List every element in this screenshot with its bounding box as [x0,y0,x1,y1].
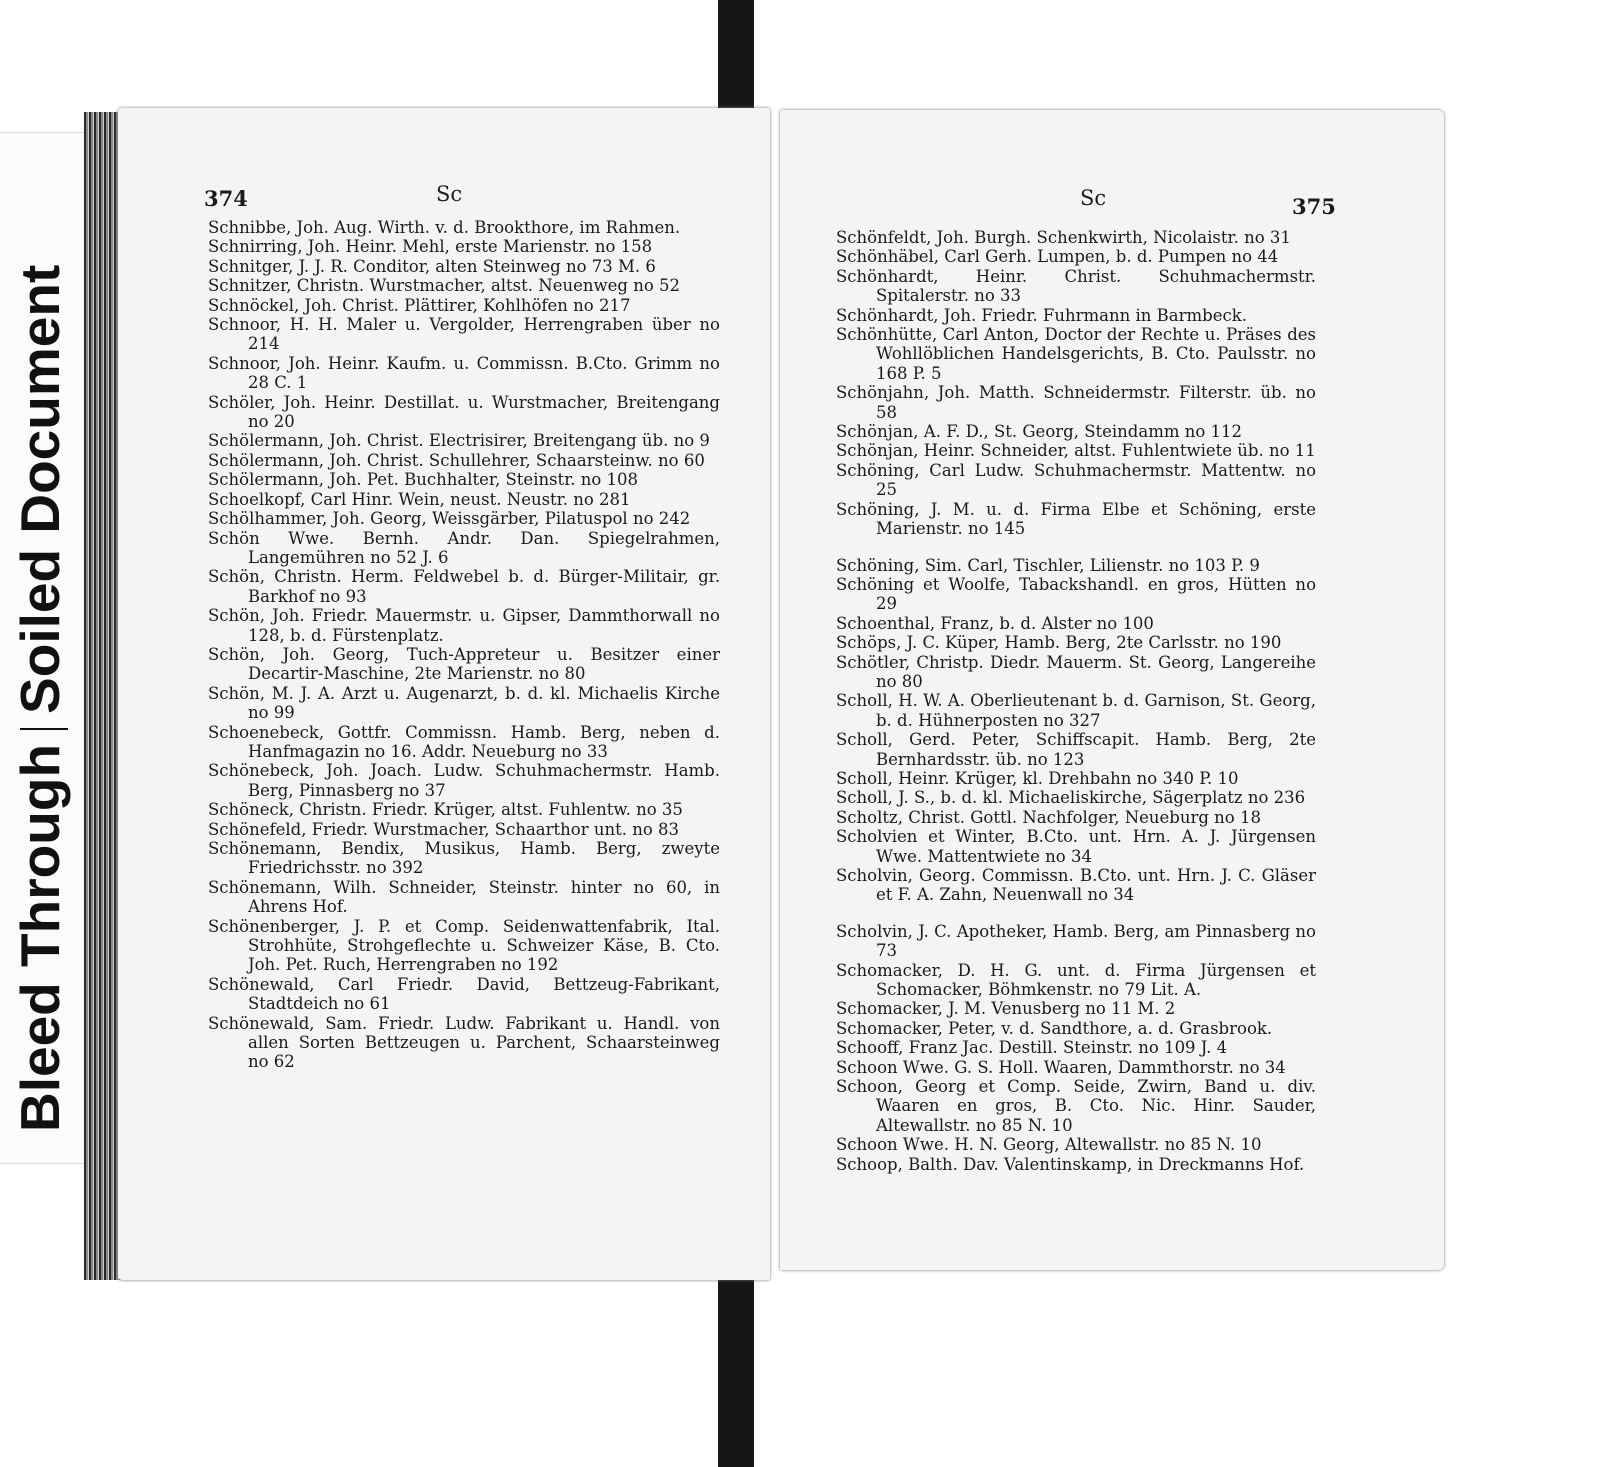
directory-entry: Schöning, J. M. u. d. Firma Elbe et Schöning, erste Marienstr. no 145 [836,499,1316,539]
directory-entry: Schölermann, Joh. Christ. Schullehrer, Schaarsteinw. no 60 [208,450,705,470]
directory-entry: Schönewald, Carl Friedr. David, Bettzeug-Fabrikant, Stadtdeich no 61 [208,974,720,1014]
directory-entry: Schönemann, Bendix, Musikus, Hamb. Berg, zweyte Friedrichsstr. no 392 [208,839,720,878]
directory-entry: Schomacker, J. M. Venusberg no 11 M. 2 [836,999,1176,1019]
directory-entry: Schön, Joh. Friedr. Mauermstr. u. Gipser, Dammthorwall no 128, b. d. Fürstenplatz. [208,606,720,645]
right-page [780,110,1444,1270]
right-page-number: 375 [1292,194,1336,219]
directory-entry: Schönhardt, Heinr. Christ. Schuhmachermstr. Spitalerstr. no 33 [836,266,1316,306]
directory-entry: Schöning, Carl Ludw. Schuhmachermstr. Mattentw. no 25 [836,460,1316,500]
directory-entry: Schötler, Christp. Diedr. Mauerm. St. Georg, Langereihe no 80 [836,652,1316,691]
directory-entry: Schoon Wwe. H. N. Georg, Altewallstr. no 85 N. 10 [836,1135,1262,1155]
directory-entry: Scholl, J. S., b. d. kl. Michaeliskirche, Sägerplatz no 236 [836,788,1306,808]
directory-entry: Schölermann, Joh. Christ. Electrisirer, Breitengang üb. no 9 [208,431,710,451]
directory-entry: Schnitger, J. J. R. Conditor, alten Steinweg no 73 M. 6 [208,256,656,276]
directory-entry: Schnöckel, Joh. Christ. Plättirer, Kohlhöfen no 217 [208,295,631,315]
left-page-number: 374 [204,186,248,211]
directory-entry: Schoon Wwe. G. S. Holl. Waaren, Dammthorstr. no 34 [836,1057,1286,1077]
directory-entry: Schönewald, Sam. Friedr. Ludw. Fabrikant u. Handl. von allen Sorten Bettzeugen u. Parchent, Schaarsteinweg no 62 [208,1013,720,1072]
directory-entry: Schönebeck, Joh. Joach. Ludw. Schuhmachermstr. Hamb. Berg, Pinnasberg no 37 [208,761,720,800]
directory-entry: Schnoor, Joh. Heinr. Kaufm. u. Commissn. B.Cto. Grimm no 28 C. 1 [208,353,720,393]
directory-entry: Schoenthal, Franz, b. d. Alster no 100 [836,613,1154,633]
directory-entry: Schnibbe, Joh. Aug. Wirth. v. d. Brookthore, im Rahmen. [208,218,681,237]
directory-entry: Scholl, Heinr. Krüger, kl. Drehbahn no 340 P. 10 [836,768,1239,788]
directory-entry: Schön, Christn. Herm. Feldwebel b. d. Bürger-Militair, gr. Barkhof no 93 [208,567,720,606]
directory-entry: Scholvin, J. C. Apotheker, Hamb. Berg, am Pinnasberg no 73 [836,921,1316,961]
directory-entry: Schöps, J. C. Küper, Hamb. Berg, 2te Carlsstr. no 190 [836,633,1282,653]
directory-entry: Schönenberger, J. P. et Comp. Seidenwattenfabrik, Ital. Strohhüte, Strohgeflechte u. Schweizer Käse, B. Cto. Joh. Pet. Ruch, Herrengraben no 192 [208,916,720,975]
directory-entry: Schnoor, H. H. Maler u. Vergolder, Herrengraben über no 214 [208,315,720,354]
right-running-head: Sc [1080,186,1107,210]
directory-entry: Schön, M. J. A. Arzt u. Augenarzt, b. d. kl. Michaelis Kirche no 99 [208,683,720,723]
directory-entry: Schönefeld, Friedr. Wurstmacher, Schaarthor unt. no 83 [208,819,680,839]
directory-entry: Schönjahn, Joh. Matth. Schneidermstr. Filterstr. üb. no 58 [836,383,1316,422]
directory-entry: Schönhütte, Carl Anton, Doctor der Rechte u. Präses des Wohllöblichen Handelsgerichts, B. Cto. Paulsstr. no 168 P. 5 [836,325,1316,383]
directory-entry: Schooff, Franz Jac. Destill. Steinstr. no 109 J. 4 [836,1038,1228,1058]
directory-entry: Schön, Joh. Georg, Tuch-Appreteur u. Besitzer einer Decartir-Maschine, 2te Marienstr. no 80 [208,644,720,684]
directory-entry: Schoelkopf, Carl Hinr. Wein, neust. Neustr. no 281 [208,489,631,509]
directory-entry: Schönhäbel, Carl Gerh. Lumpen, b. d. Pumpen no 44 [836,247,1279,267]
directory-entry: Schoop, Balth. Dav. Valentinskamp, in Dreckmanns Hof. [836,1154,1305,1174]
directory-entry: Schönjan, Heinr. Schneider, altst. Fuhlentwiete üb. no 11 [836,441,1316,461]
directory-entry: Schönemann, Wilh. Schneider, Steinstr. hinter no 60, in Ahrens Hof. [208,877,720,917]
left-directory-list [208,218,720,1072]
notice-separator [20,728,68,730]
directory-entry: Schöneck, Christn. Friedr. Krüger, altst. Fuhlentw. no 35 [208,800,683,820]
directory-entry: Schönjan, A. F. D., St. Georg, Steindamm no 112 [836,422,1243,442]
directory-entry: Scholvien et Winter, B.Cto. unt. Hrn. A. J. Jürgensen Wwe. Mattentwiete no 34 [836,827,1316,866]
directory-entry: Schölhammer, Joh. Georg, Weissgärber, Pilatuspol no 242 [208,509,691,529]
left-page [118,108,770,1280]
directory-entry: Schön Wwe. Bernh. Andr. Dan. Spiegelrahmen, Langemühren no 52 J. 6 [208,528,720,567]
directory-entry: Schomacker, D. H. G. unt. d. Firma Jürgensen et Schomacker, Böhmkenstr. no 79 Lit. A. [836,960,1316,1000]
directory-entry: Schöning, Sim. Carl, Tischler, Lilienstr. no 103 P. 9 [836,555,1260,575]
directory-entry: Schönfeldt, Joh. Burgh. Schenkwirth, Nicolaistr. no 31 [836,228,1291,247]
directory-entry: Schölermann, Joh. Pet. Buchhalter, Steinstr. no 108 [208,470,639,490]
directory-entry: Schomacker, Peter, v. d. Sandthore, a. d. Grasbrook. [836,1018,1273,1038]
directory-entry: Schnitzer, Christn. Wurstmacher, altst. Neuenweg no 52 [208,276,680,296]
directory-entry: Scholl, Gerd. Peter, Schiffscapit. Hamb. Berg, 2te Bernhardsstr. üb. no 123 [836,730,1316,769]
left-running-head: Sc [436,182,463,206]
directory-entry: Schoenebeck, Gottfr. Commissn. Hamb. Berg, neben d. Hanfmagazin no 16. Addr. Neueburg no 33 [208,722,720,761]
directory-entry: Scholvin, Georg. Commissn. B.Cto. unt. Hrn. J. C. Gläser et F. A. Zahn, Neuenwall no 34 [836,866,1316,905]
directory-entry: Schönhardt, Joh. Friedr. Fuhrmann in Barmbeck. [836,305,1247,325]
directory-entry: Schöning et Woolfe, Tabackshandl. en gros, Hütten no 29 [836,574,1316,614]
directory-entry: Scholl, H. W. A. Oberlieutenant b. d. Garnison, St. Georg, b. d. Hühnerposten no 327 [836,691,1316,730]
notice-soiled-document: Soiled Document [9,264,71,714]
right-directory-list [836,228,1316,1174]
notice-bleed-through: Bleed Through [9,743,71,1132]
directory-entry: Schöler, Joh. Heinr. Destillat. u. Wurstmacher, Breitengang no 20 [208,392,720,432]
directory-entry: Schnirring, Joh. Heinr. Mehl, erste Marienstr. no 158 [208,237,653,257]
directory-entry: Schoon, Georg et Comp. Seide, Zwirn, Band u. div. Waaren en gros, B. Cto. Nic. Hinr. Sauder, Altewallstr. no 85 N. 10 [836,1077,1316,1135]
directory-entry: Scholtz, Christ. Gottl. Nachfolger, Neueburg no 18 [836,807,1261,827]
scan-notice-label [8,265,72,1132]
